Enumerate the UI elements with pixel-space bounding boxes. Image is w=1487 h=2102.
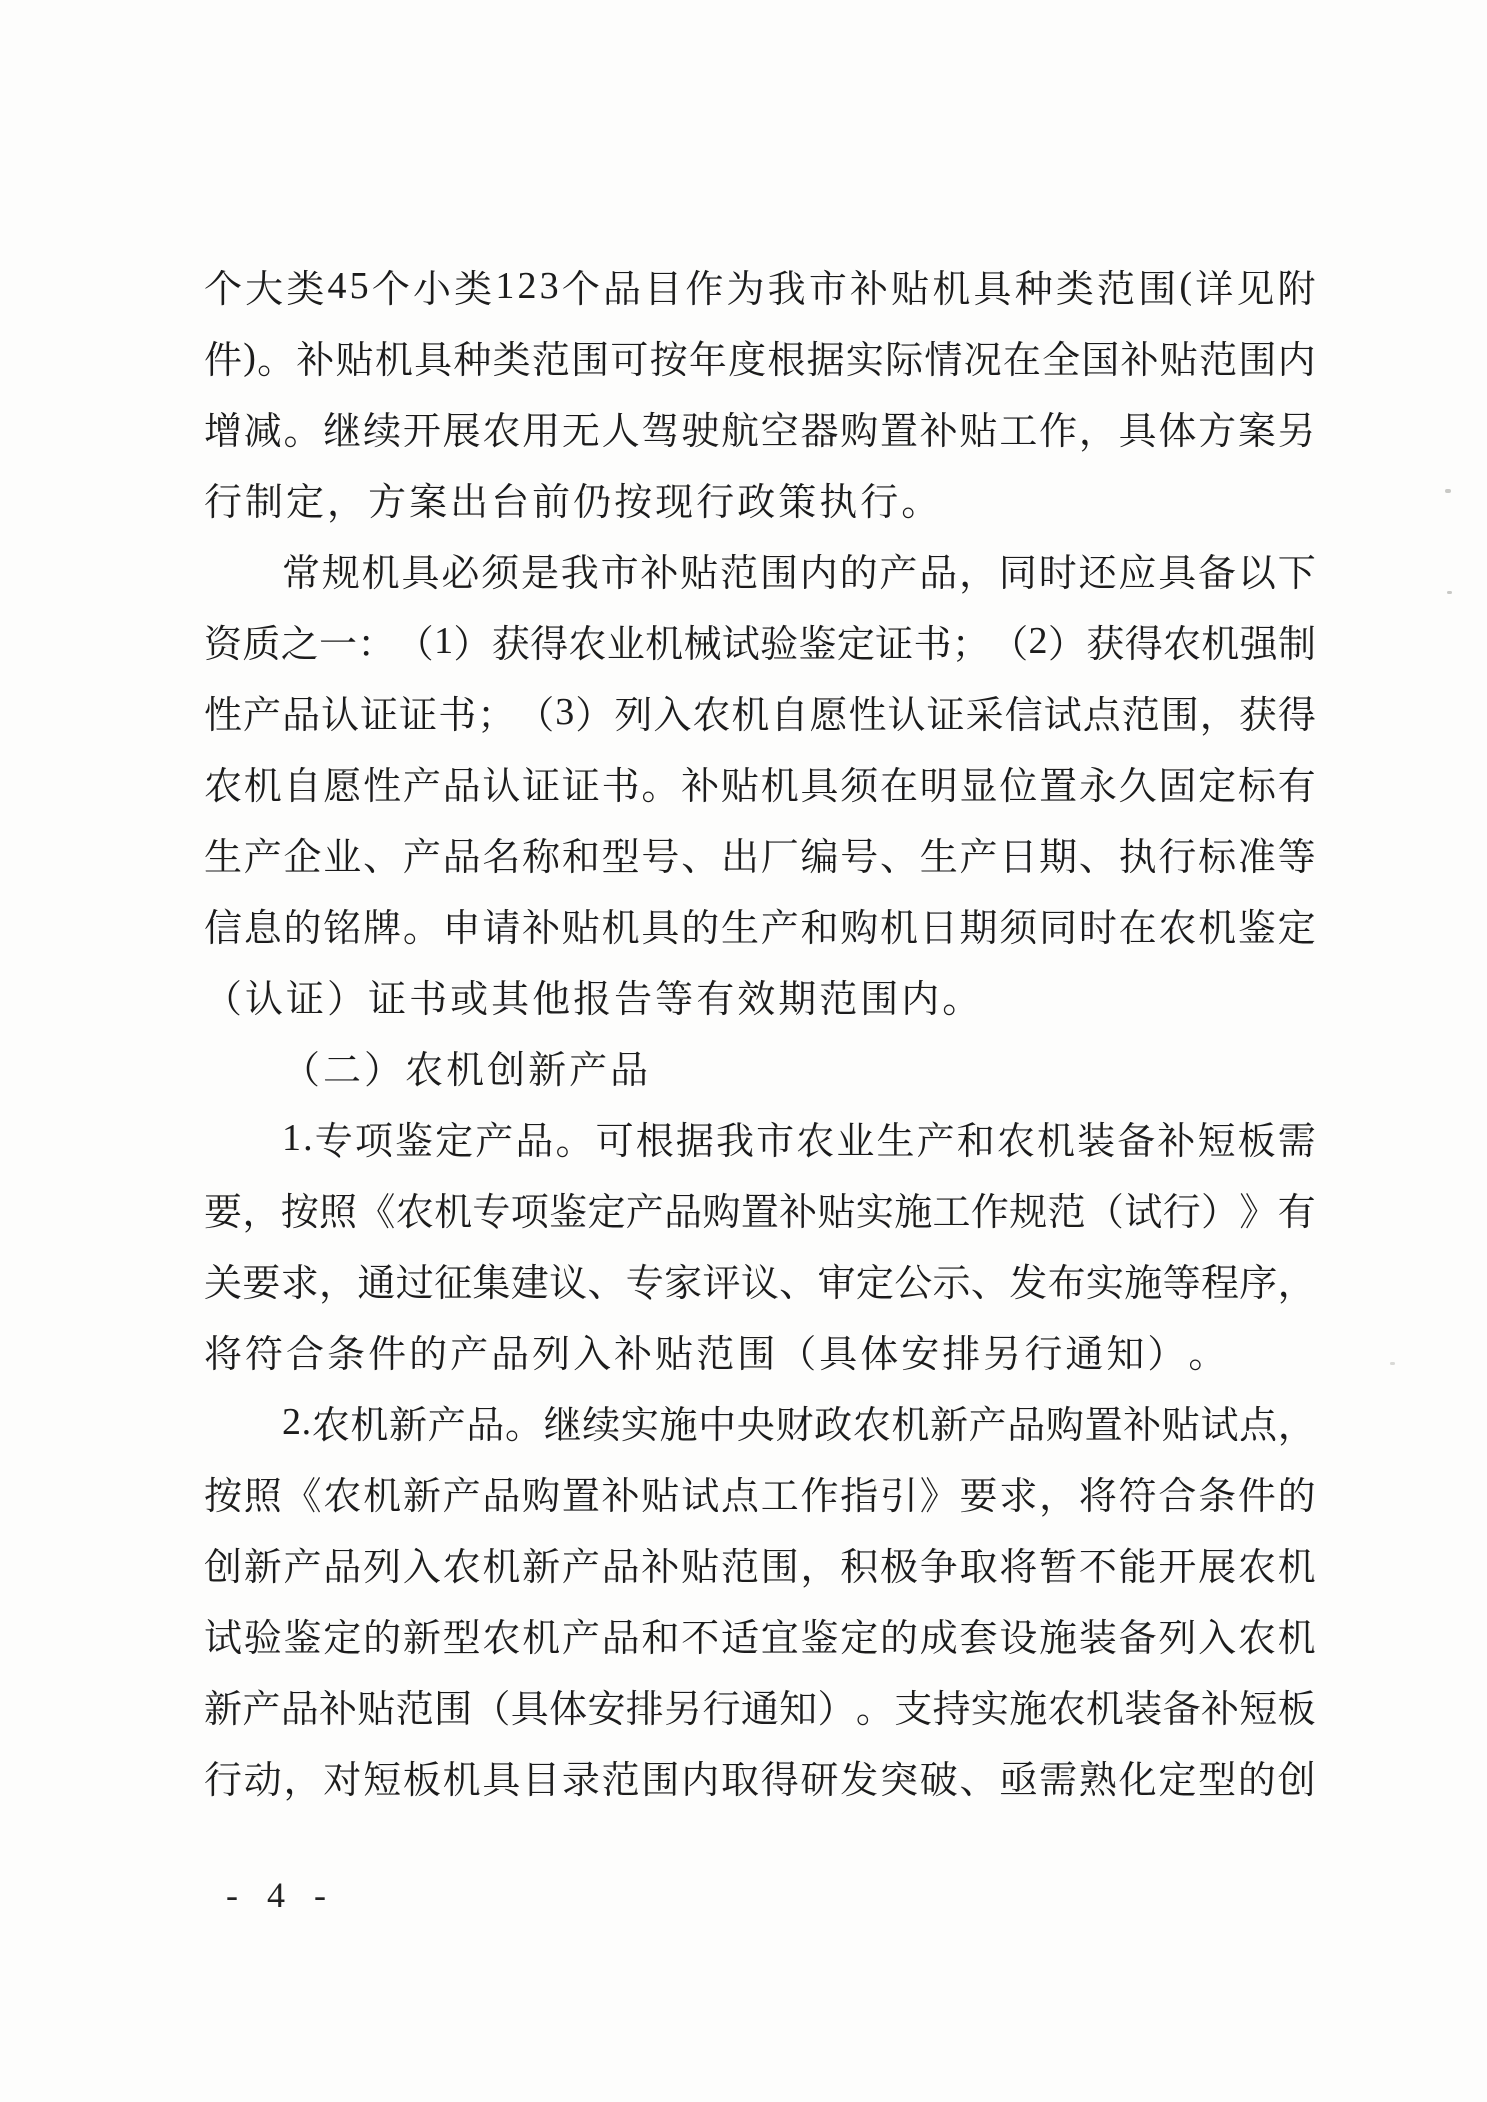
text-line: 生 产 企 业 、 产 品 名 称 和 型 号 、 出 厂 编 号 、 生 产 日 期 、 执 行 标 准 等 xyxy=(204,837,1316,879)
text-line: 关 要 求 ， 通 过 征 集 建 议 、 专 家 评 议 、 审 定 公 示 、 发 布 实 施 等 程 序 ， xyxy=(204,1263,1316,1305)
text-line: 试 验 鉴 定 的 新 型 农 机 产 品 和 不 适 宜 鉴 定 的 成 套 设 施 装 备 列 入 农 机 xyxy=(204,1618,1316,1660)
text-line: 1 . 专 项 鉴 定 产 品 。 可 根 据 我 市 农 业 生 产 和 农 机 装 备 补 短 板 需 xyxy=(282,1116,1316,1163)
text-line: 按 照 《 农 机 新 产 品 购 置 补 贴 试 点 工 作 指 引 》 要 求 ， 将 符 合 条 件 的 xyxy=(204,1476,1316,1518)
text-line: 增 减 。 继 续 开 展 农 用 无 人 驾 驶 航 空 器 购 置 补 贴 工 作 ， 具 体 方 案 另 xyxy=(204,411,1316,453)
text-line: 农 机 自 愿 性 产 品 认 证 证 书 。 补 贴 机 具 须 在 明 显 位 置 永 久 固 定 标 有 xyxy=(204,766,1316,808)
text-line: （ 认 证 ） 证 书 或 其 他 报 告 等 有 效 期 范 围 内 。 xyxy=(204,979,981,1021)
text-line: （ 二 ） 农 机 创 新 产 品 xyxy=(282,1050,649,1092)
text-line: 个 大 类 4 5 个 小 类 1 2 3 个 品 目 作 为 我 市 补 贴 机 具 种 类 范 围 ( 详 见 附 xyxy=(204,264,1316,311)
scan-speck xyxy=(1445,489,1451,493)
text-line: 新 产 品 补 贴 范 围 （ 具 体 安 排 另 行 通 知 ） 。 支 持 实 施 农 机 装 备 补 短 板 xyxy=(204,1689,1316,1731)
text-line: 将 符 合 条 件 的 产 品 列 入 补 贴 范 围 （ 具 体 安 排 另 行 通 知 ） 。 xyxy=(204,1334,1227,1376)
text-line: 2 . 农 机 新 产 品 。 继 续 实 施 中 央 财 政 农 机 新 产 品 购 置 补 贴 试 点 ， xyxy=(282,1400,1316,1447)
text-line: 常 规 机 具 必 须 是 我 市 补 贴 范 围 内 的 产 品 ， 同 时 还 应 具 备 以 下 xyxy=(282,553,1316,595)
text-line: 件 ) 。 补 贴 机 具 种 类 范 围 可 按 年 度 根 据 实 际 情 况 在 全 国 补 贴 范 围 内 xyxy=(204,335,1316,382)
text-line: 创 新 产 品 列 入 农 机 新 产 品 补 贴 范 围 ， 积 极 争 取 将 暂 不 能 开 展 农 机 xyxy=(204,1547,1316,1589)
document-body xyxy=(204,250,1316,1812)
text-line: 资 质 之 一 ： （ 1 ） 获 得 农 业 机 械 试 验 鉴 定 证 书 ； （ 2 ） 获 得 农 机 强 制 xyxy=(204,619,1316,666)
text-line: 要 ， 按 照 《 农 机 专 项 鉴 定 产 品 购 置 补 贴 实 施 工 作 规 范 （ 试 行 ） 》 有 xyxy=(204,1192,1316,1234)
page-number: - 4 - xyxy=(226,1875,336,1915)
text-line: 性 产 品 认 证 证 书 ； （ 3 ） 列 入 农 机 自 愿 性 认 证 采 信 试 点 范 围 ， 获 得 xyxy=(204,690,1316,737)
scan-speck xyxy=(1390,1362,1395,1365)
scan-speck xyxy=(1447,591,1452,594)
text-line: 行 制 定 ， 方 案 出 台 前 仍 按 现 行 政 策 执 行 。 xyxy=(204,482,940,524)
text-line: 行 动 ， 对 短 板 机 具 目 录 范 围 内 取 得 研 发 突 破 、 亟 需 熟 化 定 型 的 创 xyxy=(204,1760,1316,1802)
text-line: 信 息 的 铭 牌 。 申 请 补 贴 机 具 的 生 产 和 购 机 日 期 须 同 时 在 农 机 鉴 定 xyxy=(204,908,1316,950)
